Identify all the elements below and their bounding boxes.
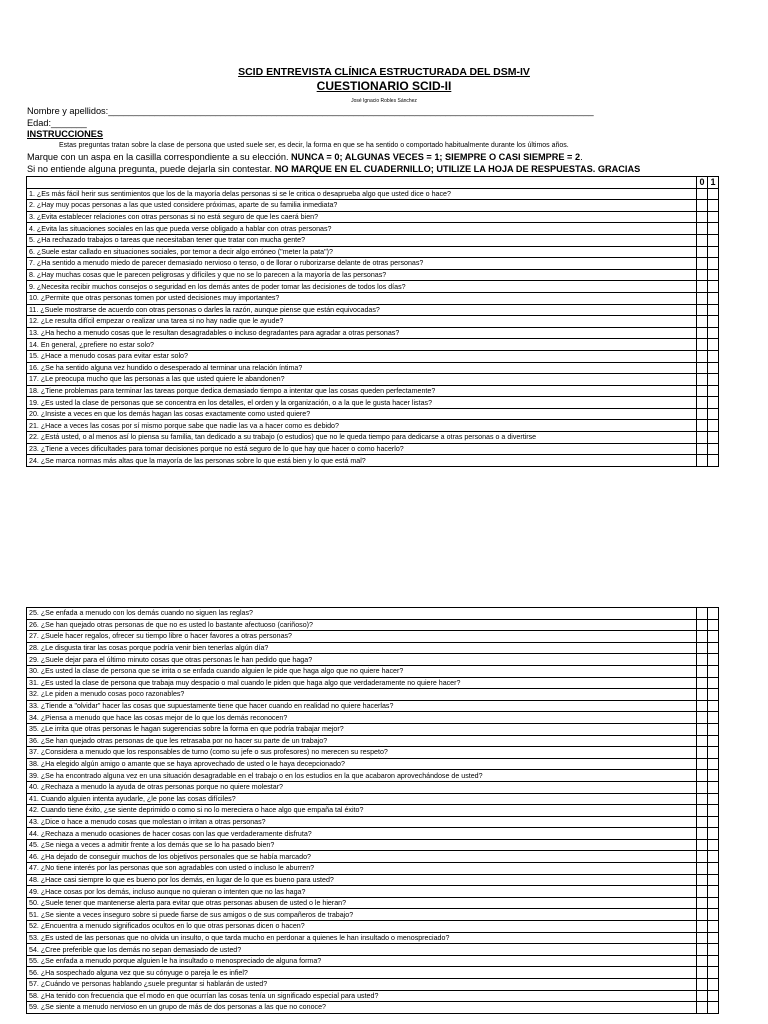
answer-box-0[interactable] bbox=[697, 292, 708, 304]
question-text: 59. ¿Se siente a menudo nervioso en un grupo de más de dos personas a las que no conoce? bbox=[27, 1002, 697, 1014]
question-text: 57. ¿Cuándo ve personas hablando ¿suele preguntar si hablarán de usted? bbox=[27, 979, 697, 991]
question-row bbox=[27, 269, 719, 281]
question-row bbox=[27, 897, 719, 909]
answer-box-0[interactable] bbox=[697, 269, 708, 281]
answer-box-1[interactable] bbox=[708, 689, 719, 701]
answer-box-1[interactable] bbox=[708, 758, 719, 770]
question-row bbox=[27, 839, 719, 851]
question-text: 46. ¿Ha dejado de conseguir muchos de los objetivos personales que se había marcado? bbox=[27, 851, 697, 863]
answer-box-1[interactable] bbox=[708, 385, 719, 397]
answer-box-0[interactable] bbox=[697, 432, 708, 444]
question-text: 26. ¿Se han quejado otras personas de que no es usted lo bastante afectuoso (cariñoso)? bbox=[27, 619, 697, 631]
answer-box-0[interactable] bbox=[697, 188, 708, 200]
question-text: 40. ¿Rechaza a menudo la ayuda de otras personas porque no quiere molestar? bbox=[27, 781, 697, 793]
answer-box-1[interactable] bbox=[708, 608, 719, 620]
answer-box-0[interactable] bbox=[697, 443, 708, 455]
answer-box-0[interactable] bbox=[697, 793, 708, 805]
name-field-label: Nombre y apellidos:_______________________________________________________________________________________________ bbox=[27, 106, 594, 116]
question-row bbox=[27, 397, 719, 409]
answer-box-1[interactable] bbox=[708, 979, 719, 991]
question-text: 25. ¿Se enfada a menudo con los demás cuando no siguen las reglas? bbox=[27, 608, 697, 620]
marking-instructions bbox=[27, 152, 583, 162]
answer-box-0[interactable] bbox=[697, 316, 708, 328]
answer-box-0[interactable] bbox=[697, 851, 708, 863]
answer-box-0[interactable] bbox=[697, 677, 708, 689]
question-text: 14. En general, ¿prefiere no estar solo? bbox=[27, 339, 697, 351]
answer-box-0[interactable] bbox=[697, 990, 708, 1002]
answer-box-1[interactable] bbox=[708, 397, 719, 409]
answer-box-0[interactable] bbox=[697, 455, 708, 467]
question-row bbox=[27, 700, 719, 712]
question-text: 33. ¿Tiende a "olvidar" hacer las cosas que supuestamente tiene que hacer cuando en realidad no quiere hacerlas? bbox=[27, 700, 697, 712]
marking-scale: NUNCA = 0; ALGUNAS VECES = 1; SIEMPRE O CASI SIEMPRE = 2 bbox=[291, 152, 581, 162]
answer-box-1[interactable] bbox=[708, 955, 719, 967]
question-row bbox=[27, 677, 719, 689]
question-row bbox=[27, 654, 719, 666]
answer-box-1[interactable] bbox=[708, 944, 719, 956]
answer-box-1[interactable] bbox=[708, 269, 719, 281]
answer-box-0[interactable] bbox=[697, 223, 708, 235]
question-row bbox=[27, 200, 719, 212]
question-row bbox=[27, 990, 719, 1002]
answer-box-0[interactable] bbox=[697, 397, 708, 409]
questions-table-page2 bbox=[26, 607, 719, 1014]
question-row bbox=[27, 631, 719, 643]
answer-box-0[interactable] bbox=[697, 654, 708, 666]
question-text: 55. ¿Se enfada a menudo porque alguien le ha insultado o menospreciado de alguna forma? bbox=[27, 955, 697, 967]
question-text: 44. ¿Rechaza a menudo ocasiones de hacer cosas con las que verdaderamente disfruta? bbox=[27, 828, 697, 840]
answer-box-0[interactable] bbox=[697, 712, 708, 724]
question-row bbox=[27, 234, 719, 246]
question-text: 22. ¿Está usted, o al menos así lo piensa su familia, tan dedicado a su trabajo (o estudios) que no le queda tiempo para dedicarse a otras personas o a divertirse bbox=[27, 432, 697, 444]
question-row bbox=[27, 689, 719, 701]
answer-box-1[interactable] bbox=[708, 211, 719, 223]
question-row bbox=[27, 420, 719, 432]
question-text: 58. ¿Ha tenido con frecuencia que el modo en que ocurrían las cosas tenía un significado especial para usted? bbox=[27, 990, 697, 1002]
question-row bbox=[27, 362, 719, 374]
answer-box-1[interactable] bbox=[708, 921, 719, 933]
answer-box-0[interactable] bbox=[697, 828, 708, 840]
question-text: 54. ¿Cree preferible que los demás no sepan demasiado de usted? bbox=[27, 944, 697, 956]
question-text: 27. ¿Suele hacer regalos, ofrecer su tiempo libre o hacer favores a otras personas? bbox=[27, 631, 697, 643]
table-header-row bbox=[27, 177, 719, 189]
question-text: 41. Cuando alguien intenta ayudarle, ¿le pone las cosas difíciles? bbox=[27, 793, 697, 805]
question-row bbox=[27, 281, 719, 293]
answer-box-0[interactable] bbox=[697, 932, 708, 944]
question-text: 45. ¿Se niega a veces a admitir frente a los demás que se lo ha pasado bien? bbox=[27, 839, 697, 851]
answer-box-0[interactable] bbox=[697, 874, 708, 886]
question-text: 15. ¿Hace a menudo cosas para evitar estar solo? bbox=[27, 350, 697, 362]
answer-box-1[interactable] bbox=[708, 805, 719, 817]
question-text: 53. ¿Es usted de las personas que no olvida un insulto, o que tarda mucho en perdonar a quienes le han insultado o menospreciado? bbox=[27, 932, 697, 944]
answer-box-1[interactable] bbox=[708, 258, 719, 270]
question-row bbox=[27, 805, 719, 817]
answer-box-1[interactable] bbox=[708, 362, 719, 374]
question-row bbox=[27, 932, 719, 944]
question-row bbox=[27, 642, 719, 654]
question-text: 1. ¿Es más fácil herir sus sentimientos que los de la mayoría delas personas si se le critica o desaprueba algo que usted dice o hace? bbox=[27, 188, 697, 200]
answer-box-1[interactable] bbox=[708, 677, 719, 689]
answer-box-0[interactable] bbox=[697, 665, 708, 677]
answer-box-0[interactable] bbox=[697, 781, 708, 793]
question-row bbox=[27, 735, 719, 747]
answer-box-1[interactable] bbox=[708, 967, 719, 979]
question-text: 50. ¿Suele tener que mantenerse alerta para evitar que otras personas abusen de usted o le hieran? bbox=[27, 897, 697, 909]
question-row bbox=[27, 211, 719, 223]
question-text: 39. ¿Se ha encontrado alguna vez en una situación desagradable en el trabajo o en los estudios en la que acabaron aprovechándose de usted? bbox=[27, 770, 697, 782]
answer-box-0[interactable] bbox=[697, 747, 708, 759]
answer-box-1[interactable] bbox=[708, 851, 719, 863]
marking-end: . bbox=[580, 152, 583, 162]
answer-box-1[interactable] bbox=[708, 781, 719, 793]
age-field-label: Edad:_______ bbox=[27, 118, 87, 128]
answer-box-1[interactable] bbox=[708, 839, 719, 851]
question-row bbox=[27, 886, 719, 898]
answer-box-0[interactable] bbox=[697, 200, 708, 212]
question-row bbox=[27, 316, 719, 328]
answer-box-1[interactable] bbox=[708, 909, 719, 921]
answer-box-0[interactable] bbox=[697, 211, 708, 223]
answer-box-0[interactable] bbox=[697, 362, 708, 374]
answer-box-1[interactable] bbox=[708, 292, 719, 304]
question-text: 28. ¿Le disgusta tirar las cosas porque podría venir bien tenerlas algún día? bbox=[27, 642, 697, 654]
question-text: 30. ¿Es usted la clase de persona que se irrita o se enfada cuando alguien le pide que haga algo que no quiere hacer? bbox=[27, 665, 697, 677]
answer-box-0[interactable] bbox=[697, 408, 708, 420]
answer-box-0[interactable] bbox=[697, 770, 708, 782]
question-text: 8. ¿Hay muchas cosas que le parecen peligrosas y difíciles y que no se lo parecen a la mayoría de las personas? bbox=[27, 269, 697, 281]
answer-box-0[interactable] bbox=[697, 839, 708, 851]
question-row bbox=[27, 246, 719, 258]
answer-box-1[interactable] bbox=[708, 246, 719, 258]
question-text: 9. ¿Necesita recibir muchos consejos o seguridad en los demás antes de poder tomar las decisiones de todos los días? bbox=[27, 281, 697, 293]
questionnaire-title: CUESTIONARIO SCID-II bbox=[316, 79, 452, 93]
header-blank-cell bbox=[27, 177, 697, 189]
question-text: 11. ¿Suele mostrarse de acuerdo con otras personas o darles la razón, aunque piense que están equivocadas? bbox=[27, 304, 697, 316]
question-row bbox=[27, 944, 719, 956]
question-row bbox=[27, 188, 719, 200]
question-text: 49. ¿Hace cosas por los demás, incluso aunque no quieran o intenten que no las haga? bbox=[27, 886, 697, 898]
question-text: 29. ¿Suele dejar para el último minuto cosas que otras personas le han pedido que haga? bbox=[27, 654, 697, 666]
answer-box-1[interactable] bbox=[708, 747, 719, 759]
answer-box-1[interactable] bbox=[708, 665, 719, 677]
answer-box-1[interactable] bbox=[708, 770, 719, 782]
answer-box-1[interactable] bbox=[708, 350, 719, 362]
question-text: 2. ¿Hay muy pocas personas a las que usted considere próximas, aparte de su familia inmediata? bbox=[27, 200, 697, 212]
answer-box-0[interactable] bbox=[697, 967, 708, 979]
question-text: 4. ¿Evita las situaciones sociales en las que pueda verse obligado a hablar con otras personas? bbox=[27, 223, 697, 235]
question-text: 24. ¿Se marca normas más altas que la mayoría de las personas sobre lo que está bien y lo que está mal? bbox=[27, 455, 697, 467]
document-title: SCID ENTREVISTA CLÍNICA ESTRUCTURADA DEL DSM-IV bbox=[238, 66, 530, 78]
answer-box-1[interactable] bbox=[708, 619, 719, 631]
question-row bbox=[27, 455, 719, 467]
answer-box-1[interactable] bbox=[708, 304, 719, 316]
answer-box-0[interactable] bbox=[697, 258, 708, 270]
question-row bbox=[27, 1002, 719, 1014]
answer-box-0[interactable] bbox=[697, 816, 708, 828]
answer-box-1[interactable] bbox=[708, 443, 719, 455]
question-text: 56. ¿Ha sospechado alguna vez que su cónyuge o pareja le es infiel? bbox=[27, 967, 697, 979]
answer-box-0[interactable] bbox=[697, 700, 708, 712]
answer-box-0[interactable] bbox=[697, 339, 708, 351]
answer-box-1[interactable] bbox=[708, 339, 719, 351]
question-row bbox=[27, 723, 719, 735]
instructions-heading: INSTRUCCIONES bbox=[27, 129, 104, 139]
answer-box-1[interactable] bbox=[708, 408, 719, 420]
answer-box-1[interactable] bbox=[708, 828, 719, 840]
question-text: 32. ¿Le piden a menudo cosas poco razonables? bbox=[27, 689, 697, 701]
author-name: José Ignacio Robles Sánchez bbox=[351, 98, 417, 104]
question-text: 19. ¿Es usted la clase de personas que se concentra en los detalles, el orden y la organización, o a la que le gusta hacer listas? bbox=[27, 397, 697, 409]
answer-box-1[interactable] bbox=[708, 188, 719, 200]
answer-box-1[interactable] bbox=[708, 374, 719, 386]
question-row bbox=[27, 223, 719, 235]
answer-box-1[interactable] bbox=[708, 631, 719, 643]
question-text: 21. ¿Hace a veces las cosas por sí mismo porque sabe que nadie las va a hacer como es debido? bbox=[27, 420, 697, 432]
answer-box-0[interactable] bbox=[697, 979, 708, 991]
answer-box-0[interactable] bbox=[697, 608, 708, 620]
answer-box-1[interactable] bbox=[708, 712, 719, 724]
question-text: 31. ¿Es usted la clase de persona que trabaja muy despacio o mal cuando le piden que haga algo que verdaderamente no quiere hacer? bbox=[27, 677, 697, 689]
question-row bbox=[27, 619, 719, 631]
question-text: 5. ¿Ha rechazado trabajos o tareas que necesitaban tener que tratar con mucha gente? bbox=[27, 234, 697, 246]
question-row bbox=[27, 608, 719, 620]
question-row bbox=[27, 304, 719, 316]
column-header-0: 0 bbox=[697, 177, 708, 189]
marking-text: Marque con un aspa en la casilla correspondiente a su elección. bbox=[27, 152, 292, 162]
question-text: 34. ¿Piensa a menudo que hace las cosas mejor de lo que los demás reconocen? bbox=[27, 712, 697, 724]
question-row bbox=[27, 747, 719, 759]
answer-box-0[interactable] bbox=[697, 909, 708, 921]
answer-box-1[interactable] bbox=[708, 432, 719, 444]
column-header-1: 1 bbox=[708, 177, 719, 189]
answer-box-0[interactable] bbox=[697, 758, 708, 770]
answer-box-1[interactable] bbox=[708, 420, 719, 432]
question-row bbox=[27, 781, 719, 793]
answer-box-0[interactable] bbox=[697, 955, 708, 967]
answer-box-1[interactable] bbox=[708, 281, 719, 293]
answer-box-1[interactable] bbox=[708, 654, 719, 666]
answer-box-1[interactable] bbox=[708, 723, 719, 735]
answer-box-0[interactable] bbox=[697, 327, 708, 339]
questions-table-page1 bbox=[26, 176, 719, 467]
answer-box-0[interactable] bbox=[697, 385, 708, 397]
question-row bbox=[27, 863, 719, 875]
question-row bbox=[27, 292, 719, 304]
question-row bbox=[27, 874, 719, 886]
answer-box-0[interactable] bbox=[697, 374, 708, 386]
question-text: 52. ¿Encuentra a menudo significados ocultos en lo que otras personas dicen o hacen? bbox=[27, 921, 697, 933]
question-row bbox=[27, 385, 719, 397]
question-text: 18. ¿Tiene problemas para terminar las tareas porque dedica demasiado tiempo a intentar que las cosas queden perfectamente? bbox=[27, 385, 697, 397]
answer-box-0[interactable] bbox=[697, 246, 708, 258]
question-row bbox=[27, 374, 719, 386]
question-text: 20. ¿Insiste a veces en que los demás hagan las cosas exactamente como usted quiere? bbox=[27, 408, 697, 420]
question-text: 38. ¿Ha elegido algún amigo o amante que se haya aprovechado de usted o le haya decepcionado? bbox=[27, 758, 697, 770]
question-row bbox=[27, 816, 719, 828]
answer-box-1[interactable] bbox=[708, 200, 719, 212]
answer-box-0[interactable] bbox=[697, 420, 708, 432]
answer-box-0[interactable] bbox=[697, 723, 708, 735]
question-row bbox=[27, 955, 719, 967]
answer-box-0[interactable] bbox=[697, 281, 708, 293]
question-row bbox=[27, 350, 719, 362]
unclear-warning: NO MARQUE EN EL CUADERNILLO; UTILIZE LA HOJA DE RESPUESTAS. GRACIAS bbox=[274, 164, 641, 174]
answer-box-1[interactable] bbox=[708, 816, 719, 828]
unclear-instructions bbox=[27, 164, 640, 174]
answer-box-1[interactable] bbox=[708, 223, 719, 235]
answer-box-1[interactable] bbox=[708, 642, 719, 654]
question-text: 7. ¿Ha sentido a menudo miedo de parecer demasiado nervioso o tenso, o de llorar o ruborizarse delante de otras personas? bbox=[27, 258, 697, 270]
question-row bbox=[27, 758, 719, 770]
answer-box-0[interactable] bbox=[697, 631, 708, 643]
answer-box-1[interactable] bbox=[708, 327, 719, 339]
answer-box-0[interactable] bbox=[697, 350, 708, 362]
question-text: 36. ¿Se han quejado otras personas de que les retrasaba por no hacer su parte de un trabajo? bbox=[27, 735, 697, 747]
answer-box-0[interactable] bbox=[697, 689, 708, 701]
question-row bbox=[27, 712, 719, 724]
answer-box-0[interactable] bbox=[697, 1002, 708, 1014]
question-text: 6. ¿Suele estar callado en situaciones sociales, por temor a decir algo erróneo ("meter la pata")? bbox=[27, 246, 697, 258]
question-text: 51. ¿Se siente a veces inseguro sobre si puede fiarse de sus amigos o de sus compañeros de trabajo? bbox=[27, 909, 697, 921]
answer-box-0[interactable] bbox=[697, 304, 708, 316]
answer-box-1[interactable] bbox=[708, 700, 719, 712]
question-row bbox=[27, 851, 719, 863]
question-text: 47. ¿No tiene interés por las personas que son agradables con usted o incluso le aburren? bbox=[27, 863, 697, 875]
unclear-text: Si no entiende alguna pregunta, puede dejarla sin contestar. bbox=[27, 164, 275, 174]
question-text: 43. ¿Dice o hace a menudo cosas que molestan o irritan a otras personas? bbox=[27, 816, 697, 828]
question-row bbox=[27, 793, 719, 805]
question-row bbox=[27, 339, 719, 351]
answer-box-1[interactable] bbox=[708, 886, 719, 898]
question-text: 37. ¿Considera a menudo que los responsables de turno (como su jefe o sus profesores) no merecen su respeto? bbox=[27, 747, 697, 759]
answer-box-0[interactable] bbox=[697, 921, 708, 933]
answer-box-0[interactable] bbox=[697, 886, 708, 898]
answer-box-0[interactable] bbox=[697, 863, 708, 875]
answer-box-1[interactable] bbox=[708, 316, 719, 328]
question-row bbox=[27, 967, 719, 979]
question-text: 48. ¿Hace casi siempre lo que es bueno por los demás, en lugar de lo que es bueno para usted? bbox=[27, 874, 697, 886]
question-text: 23. ¿Tiene a veces dificultades para tomar decisiones porque no está seguro de lo que hay que hacer o como hacerlo? bbox=[27, 443, 697, 455]
answer-box-1[interactable] bbox=[708, 863, 719, 875]
question-row bbox=[27, 979, 719, 991]
question-row bbox=[27, 909, 719, 921]
question-text: 3. ¿Evita establecer relaciones con otras personas si no está seguro de que les caerá bien? bbox=[27, 211, 697, 223]
question-row bbox=[27, 921, 719, 933]
question-text: 17. ¿Le preocupa mucho que las personas a las que usted quiere le abandonen? bbox=[27, 374, 697, 386]
question-row bbox=[27, 665, 719, 677]
answer-box-1[interactable] bbox=[708, 234, 719, 246]
question-row bbox=[27, 327, 719, 339]
answer-box-0[interactable] bbox=[697, 944, 708, 956]
answer-box-0[interactable] bbox=[697, 735, 708, 747]
question-text: 10. ¿Permite que otras personas tomen por usted decisiones muy importantes? bbox=[27, 292, 697, 304]
answer-box-0[interactable] bbox=[697, 805, 708, 817]
question-row bbox=[27, 770, 719, 782]
answer-box-1[interactable] bbox=[708, 455, 719, 467]
question-text: 42. Cuando tiene éxito, ¿se siente deprimido o como si no lo mereciera o hace algo que empaña tal éxito? bbox=[27, 805, 697, 817]
answer-box-0[interactable] bbox=[697, 234, 708, 246]
answer-box-1[interactable] bbox=[708, 735, 719, 747]
question-row bbox=[27, 408, 719, 420]
instructions-text: Estas preguntas tratan sobre la clase de persona que usted suele ser, es decir, la forma en que se ha sentido o comportado habitualmente durante los últimos años. bbox=[59, 142, 569, 149]
question-row bbox=[27, 258, 719, 270]
answer-box-0[interactable] bbox=[697, 619, 708, 631]
question-row bbox=[27, 828, 719, 840]
question-text: 12. ¿Le resulta difícil empezar o realizar una tarea si no hay nadie que le ayude? bbox=[27, 316, 697, 328]
question-text: 35. ¿Le irrita que otras personas le hagan sugerencias sobre la forma en que podría trabajar mejor? bbox=[27, 723, 697, 735]
answer-box-0[interactable] bbox=[697, 897, 708, 909]
question-text: 16. ¿Se ha sentido alguna vez hundido o desesperado al terminar una relación íntima? bbox=[27, 362, 697, 374]
answer-box-1[interactable] bbox=[708, 897, 719, 909]
answer-box-1[interactable] bbox=[708, 990, 719, 1002]
question-row bbox=[27, 443, 719, 455]
answer-box-1[interactable] bbox=[708, 1002, 719, 1014]
question-text: 13. ¿Ha hecho a menudo cosas que le resultan desagradables o incluso degradantes para agradar a otras personas? bbox=[27, 327, 697, 339]
answer-box-0[interactable] bbox=[697, 642, 708, 654]
answer-box-1[interactable] bbox=[708, 874, 719, 886]
answer-box-1[interactable] bbox=[708, 793, 719, 805]
answer-box-1[interactable] bbox=[708, 932, 719, 944]
question-row bbox=[27, 432, 719, 444]
